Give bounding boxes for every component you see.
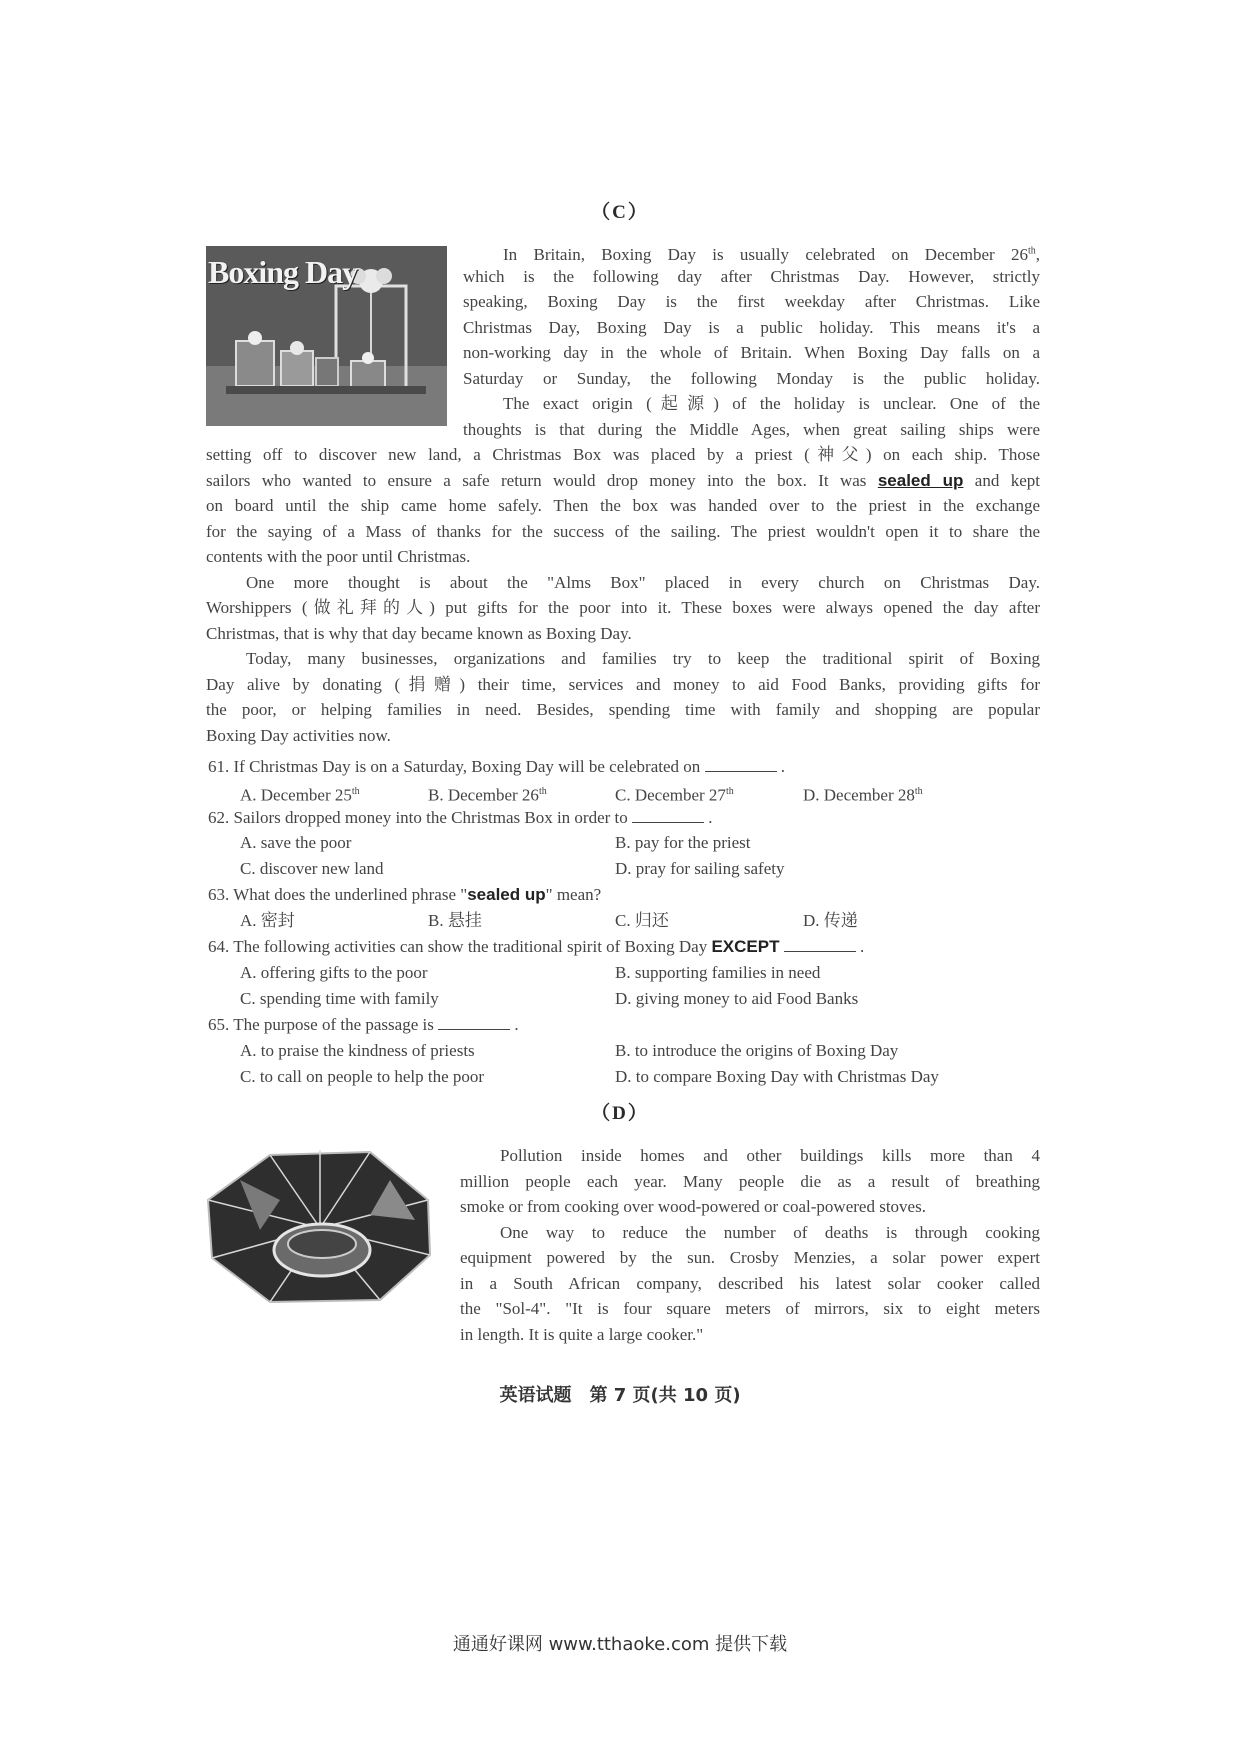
- text-line: speaking, Boxing Day is the first weekday after Christmas. Like: [463, 292, 1040, 311]
- answer-blank: [705, 757, 777, 772]
- solar-cooker-illustration: [200, 1140, 440, 1310]
- text-line: One way to reduce the number of deaths is through cooking: [500, 1222, 1040, 1242]
- option-64-a: A. offering gifts to the poor: [240, 963, 428, 982]
- option-61-a: [240, 779, 360, 808]
- option-63-a: A. 密封: [240, 911, 295, 930]
- option-61-d: [803, 779, 923, 808]
- bold-phrase: sealed up: [467, 885, 546, 904]
- text-line: Worshippers (做礼拜的人) put gifts for the poor into it. These boxes were always opened the day after: [206, 598, 1040, 617]
- question-65: 65. The purpose of the passage is .: [208, 1015, 519, 1034]
- text-line: [206, 468, 1040, 494]
- solar-cooker-photo: [200, 1140, 440, 1310]
- text-line: setting off to discover new land, a Christmas Box was placed by a priest (神父) on each ship. Those: [206, 445, 1040, 464]
- text-line: on board until the ship came home safely. Then the box was handed over to the priest in the exchange: [206, 496, 1040, 515]
- text-fragment: sailors who wanted to ensure a safe return would drop money into the box. It was: [206, 470, 867, 490]
- text-line: in a South African company, described his latest solar cooker called: [460, 1273, 1040, 1293]
- option-62-c: C. discover new land: [240, 859, 384, 878]
- option-62-b: B. pay for the priest: [615, 833, 751, 852]
- option-61-b: [428, 779, 547, 808]
- text-line: Day alive by donating (捐赠) their time, services and money to aid Food Banks, providing gifts for: [206, 674, 1040, 694]
- passage-d: [460, 1143, 1040, 1347]
- text-line: Saturday or Sunday, the following Monday is the public holiday.: [463, 368, 1040, 388]
- option-65-c: C. to call on people to help the poor: [240, 1067, 485, 1086]
- page-number-footer: 英语试题 第 7 页(共 10 页): [499, 1385, 741, 1406]
- text-line: million people each year. Many people die as a result of breathing: [460, 1171, 1040, 1191]
- question-stem-end: " mean?: [545, 885, 602, 904]
- section-c-heading: （C）: [591, 202, 649, 223]
- superscript: th: [914, 786, 923, 797]
- boxing-day-photo: [206, 246, 447, 426]
- passage-c-paragraph-2: [206, 442, 1040, 748]
- superscript: th: [538, 786, 547, 797]
- option-text: C. December 27: [615, 785, 726, 805]
- text-line: thoughts is that during the Middle Ages, when great sailing ships were: [463, 419, 1040, 439]
- watermark-footer: 通通好课网 www.tthaoke.com 提供下载: [452, 1634, 788, 1655]
- text-line: Today, many businesses, organizations and families try to keep the traditional spirit of Boxing: [246, 649, 1040, 668]
- text-line: [463, 238, 1040, 264]
- text-line: Christmas Day, Boxing Day is a public holiday. This means it's a: [463, 317, 1040, 337]
- option-64-c: C. spending time with family: [240, 989, 439, 1008]
- answer-blank: [632, 808, 704, 823]
- option-61-c: [615, 779, 734, 808]
- text-line: equipment powered by the sun. Crosby Menzies, a solar power expert: [460, 1248, 1040, 1267]
- text-fragment: and kept: [963, 470, 1040, 490]
- option-63-d: D. 传递: [803, 911, 858, 930]
- bold-phrase: EXCEPT: [711, 937, 780, 956]
- text-line: smoke or from cooking over wood-powered or coal-powered stoves.: [460, 1197, 926, 1216]
- option-65-b: B. to introduce the origins of Boxing Day: [615, 1041, 899, 1060]
- superscript: th: [351, 786, 360, 797]
- superscript: th: [725, 786, 734, 797]
- superscript: th: [1027, 245, 1036, 256]
- question-61: 61. If Christmas Day is on a Saturday, Boxing Day will be celebrated on .: [208, 757, 786, 776]
- text-line: the poor, or helping families in need. Besides, spending time with family and shopping are popular: [206, 700, 1040, 719]
- option-64-b: B. supporting families in need: [615, 963, 821, 982]
- text-line: for the saying of a Mass of thanks for the success of the sailing. The priest wouldn't open it to share the: [206, 521, 1040, 541]
- option-65-d: D. to compare Boxing Day with Christmas Day: [615, 1067, 939, 1086]
- question-stem: 65. The purpose of the passage is: [208, 1015, 434, 1034]
- text-line: which is the following day after Christmas Day. However, strictly: [463, 266, 1040, 286]
- boxing-day-image-title: Boxing Day: [208, 254, 358, 290]
- question-64: 64. The following activities can show the traditional spirit of Boxing Day EXCEPT .: [208, 937, 865, 956]
- text-line: One more thought is about the "Alms Box" placed in every church on Christmas Day.: [246, 572, 1040, 592]
- option-62-a: A. save the poor: [240, 833, 352, 852]
- sealed-up-phrase: sealed up: [877, 470, 964, 490]
- option-62-d: D. pray for sailing safety: [615, 859, 785, 878]
- option-64-d: D. giving money to aid Food Banks: [615, 989, 859, 1008]
- question-stem: 61. If Christmas Day is on a Saturday, Boxing Day will be celebrated on: [208, 757, 701, 776]
- answer-blank: [438, 1015, 510, 1030]
- option-text: D. December 28: [803, 785, 915, 805]
- option-65-a: A. to praise the kindness of priests: [240, 1041, 475, 1060]
- text-line: contents with the poor until Christmas.: [206, 547, 471, 566]
- question-stem: 63. What does the underlined phrase ": [208, 885, 468, 904]
- answer-blank: [784, 937, 856, 952]
- question-stem: 64. The following activities can show the traditional spirit of Boxing Day: [208, 937, 708, 956]
- text-line: the "Sol-4". "It is four square meters of mirrors, six to eight meters: [460, 1299, 1040, 1318]
- text-line: non-working day in the whole of Britain. When Boxing Day falls on a: [463, 343, 1040, 362]
- question-stem: 62. Sailors dropped money into the Christmas Box in order to: [208, 808, 628, 827]
- section-d-heading: （D）: [591, 1103, 649, 1124]
- text-line: The exact origin (起源) of the holiday is unclear. One of the: [503, 394, 1040, 413]
- text-fragment: In Britain, Boxing Day is usually celebrated on December 26th,: [503, 244, 1040, 264]
- text-line: Christmas, that is why that day became known as Boxing Day.: [206, 623, 632, 643]
- option-63-c: C. 归还: [615, 911, 669, 930]
- text-line: Pollution inside homes and other buildings kills more than 4: [500, 1146, 1040, 1165]
- option-text: A. December 25: [240, 785, 352, 805]
- text-line: in length. It is quite a large cooker.": [460, 1324, 704, 1344]
- question-62: 62. Sailors dropped money into the Christmas Box in order to .: [208, 808, 713, 827]
- text-line: Boxing Day activities now.: [206, 725, 391, 745]
- question-63: [208, 882, 601, 907]
- option-text: B. December 26: [428, 785, 539, 805]
- passage-c-paragraph-1: [463, 238, 1040, 442]
- option-63-b: B. 悬挂: [428, 911, 482, 930]
